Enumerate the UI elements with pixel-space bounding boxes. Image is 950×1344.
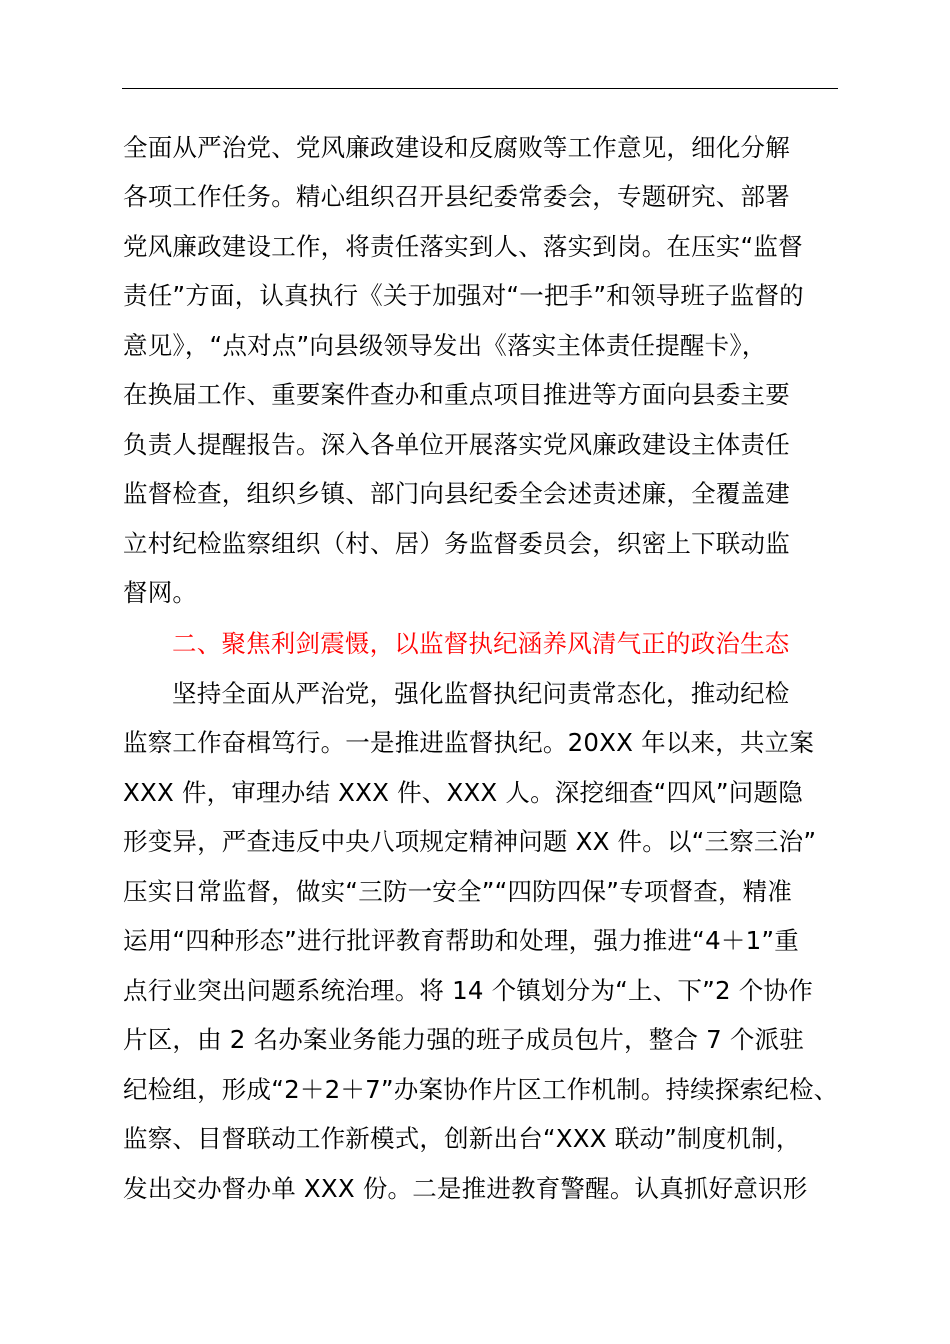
paragraph-line: 形变异，严查违反中央八项规定精神问题 XX 件。以“三察三治” xyxy=(123,827,817,856)
paragraph-line: 监察、目督联动工作新模式，创新出台“XXX 联动”制度机制， xyxy=(123,1124,801,1153)
paragraph-line: 各项工作任务。精心组织召开县纪委常委会，专题研究、部署 xyxy=(123,182,790,211)
header-rule xyxy=(122,88,838,89)
paragraph-line: 督网。 xyxy=(123,578,198,607)
paragraph-line: 压实日常监督，做实“三防一安全”“四防四保”专项督查，精准 xyxy=(123,877,793,906)
paragraph-line: 纪检组，形成“2＋2＋7”办案协作片区工作机制。持续探索纪检、 xyxy=(123,1075,839,1104)
section-heading: 二、聚焦利剑震慑，以监督执纪涵养风清气正的政治生态 xyxy=(172,629,790,658)
paragraph-line: 监督检查，组织乡镇、部门向县纪委全会述责述廉，全覆盖建 xyxy=(123,479,790,508)
paragraph-line: 责任”方面，认真执行《关于加强对“一把手”和领导班子监督的 xyxy=(123,281,804,310)
paragraph-line: 意见》，“点对点”向县级领导发出《落实主体责任提醒卡》， xyxy=(123,331,767,360)
paragraph-line: 立村纪检监察组织（村、居）务监督委员会，织密上下联动监 xyxy=(123,529,790,558)
paragraph-line: 负责人提醒报告。深入各单位开展落实党风廉政建设主体责任 xyxy=(123,430,790,459)
paragraph-line: 全面从严治党、党风廉政建设和反腐败等工作意见，细化分解 xyxy=(123,133,790,162)
paragraph-line: 点行业突出问题系统治理。将 14 个镇划分为“上、下”2 个协作 xyxy=(123,976,813,1005)
paragraph-line: 坚持全面从严治党，强化监督执纪问责常态化，推动纪检 xyxy=(172,679,790,708)
paragraph-line: 监察工作奋楫笃行。一是推进监督执纪。20XX 年以来，共立案 xyxy=(123,728,815,757)
paragraph-line: 发出交办督办单 XXX 份。二是推进教育警醒。认真抓好意识形 xyxy=(123,1174,808,1203)
paragraph-line: 党风廉政建设工作，将责任落实到人、落实到岗。在压实“监督 xyxy=(123,232,803,261)
paragraph-line: 在换届工作、重要案件查办和重点项目推进等方面向县委主要 xyxy=(123,380,790,409)
paragraph-line: 片区，由 2 名办案业务能力强的班子成员包片，整合 7 个派驻 xyxy=(123,1025,805,1054)
paragraph-line: 运用“四种形态”进行批评教育帮助和处理，强力推进“4＋1”重 xyxy=(123,926,799,955)
paragraph-line: XXX 件，审理办结 XXX 件、XXX 人。深挖细查“四风”问题隐 xyxy=(123,778,803,807)
